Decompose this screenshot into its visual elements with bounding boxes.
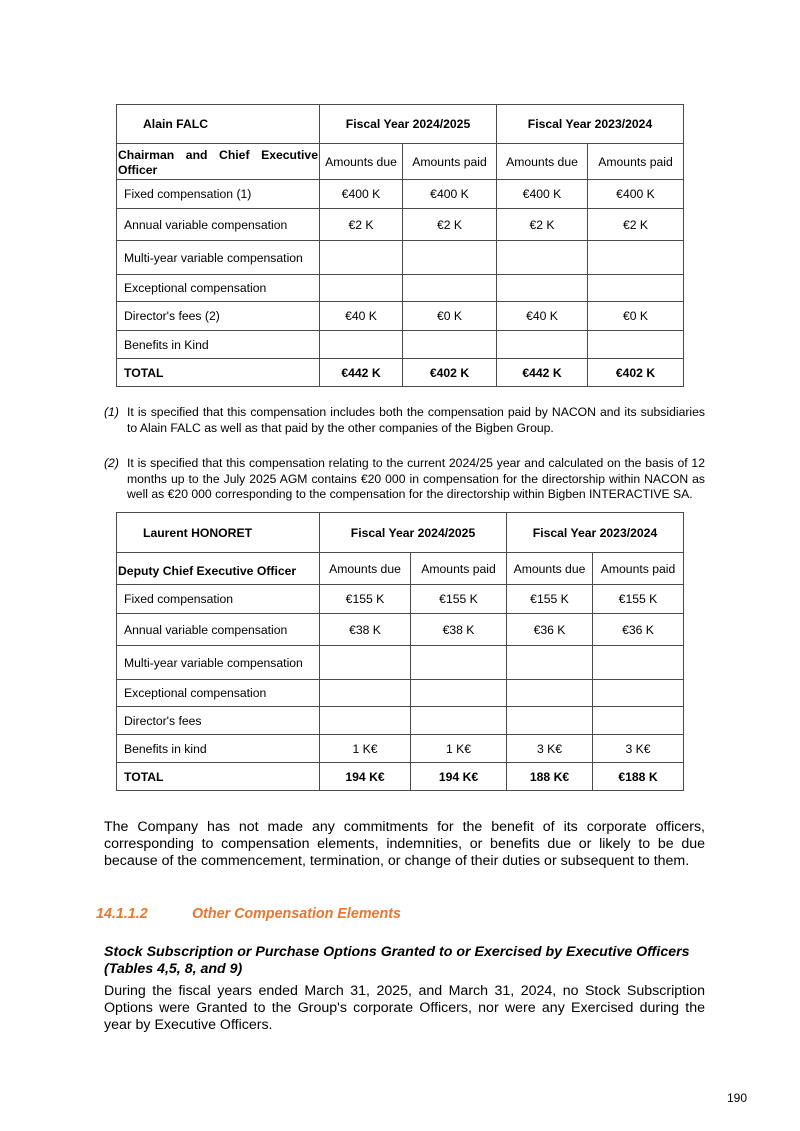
subheading: Stock Subscription or Purchase Options Granted to or Exercised by Executive Officers (Tables 4,5, 8, and 9)	[104, 944, 690, 977]
cell-value: 3 K€	[593, 735, 684, 763]
footnote	[104, 405, 705, 436]
row-label: Annual variable compensation	[117, 209, 320, 241]
cell-value: €155 K	[593, 585, 684, 614]
row-label: Exceptional compensation	[117, 680, 320, 707]
cell-value: €155 K	[411, 585, 507, 614]
section-number: 14.1.1.2	[96, 906, 148, 922]
table-row	[117, 180, 684, 209]
cell-value: 194 K€	[411, 763, 507, 791]
column-subheader: Amounts paid	[588, 144, 684, 180]
column-subheader: Amounts paid	[593, 553, 684, 585]
cell-value: €38 K	[320, 614, 411, 646]
cell-value: €36 K	[507, 614, 593, 646]
row-label: Benefits in Kind	[117, 331, 320, 359]
fiscal-year-header: Fiscal Year 2024/2025	[320, 105, 497, 144]
column-subheader: Amounts due	[320, 553, 411, 585]
executive-name: Laurent HONORET	[117, 513, 320, 553]
cell-value	[593, 707, 684, 735]
cell-value: €400 K	[497, 180, 588, 209]
table-row	[117, 735, 684, 763]
table-row	[117, 680, 684, 707]
cell-value: €442 K	[497, 359, 588, 387]
cell-value	[593, 646, 684, 680]
fiscal-year-header: Fiscal Year 2023/2024	[497, 105, 684, 144]
cell-value: €2 K	[497, 209, 588, 241]
commitments-paragraph: The Company has not made any commitments for the benefit of its corporate officers, corresponding to compensation elements, indemnities, or benefits due or likely to be due because of the commencement, termination, or change of their duties or subsequent to them.	[104, 819, 705, 869]
options-paragraph: During the fiscal years ended March 31, 2025, and March 31, 2024, no Stock Subscription Options were Granted to the Group's corporate Officers, nor were any Exercised during the year by Executive Officers.	[104, 983, 705, 1033]
cell-value: 1 K€	[320, 735, 411, 763]
table-row	[117, 331, 684, 359]
cell-value	[320, 680, 411, 707]
footnote-marker: (2)	[104, 456, 119, 470]
cell-value	[588, 331, 684, 359]
cell-value	[411, 707, 507, 735]
cell-value	[497, 275, 588, 302]
cell-value	[320, 646, 411, 680]
cell-value: €36 K	[593, 614, 684, 646]
footnote-text: It is specified that this compensation includes both the compensation paid by NACON and its subsidiaries to Alain FALC as well as that paid by the other companies of the Bigben Group.	[127, 405, 705, 435]
cell-value: €40 K	[320, 302, 403, 331]
cell-value	[507, 646, 593, 680]
table-row	[117, 585, 684, 614]
cell-value	[497, 241, 588, 275]
row-label: TOTAL	[117, 359, 320, 387]
cell-value: €402 K	[403, 359, 497, 387]
table-row	[117, 646, 684, 680]
row-label: Multi-year variable compensation	[117, 241, 320, 275]
cell-value	[320, 241, 403, 275]
table-row	[117, 707, 684, 735]
row-label: Director's fees	[117, 707, 320, 735]
table-row	[117, 241, 684, 275]
cell-value: 3 K€	[507, 735, 593, 763]
cell-value: 1 K€	[411, 735, 507, 763]
section-title: Other Compensation Elements	[192, 906, 401, 922]
cell-value: €0 K	[588, 302, 684, 331]
table-row	[117, 302, 684, 331]
cell-value: €40 K	[497, 302, 588, 331]
fiscal-year-header: Fiscal Year 2023/2024	[507, 513, 684, 553]
column-subheader: Amounts due	[507, 553, 593, 585]
cell-value: €155 K	[320, 585, 411, 614]
row-label: Director's fees (2)	[117, 302, 320, 331]
cell-value	[588, 241, 684, 275]
row-label: Benefits in kind	[117, 735, 320, 763]
table-row	[117, 275, 684, 302]
cell-value: 188 K€	[507, 763, 593, 791]
page-number: 190	[726, 1091, 747, 1105]
total-row	[117, 763, 684, 791]
cell-value: €400 K	[403, 180, 497, 209]
column-subheader: Amounts paid	[403, 144, 497, 180]
cell-value	[403, 331, 497, 359]
column-subheader: Amounts paid	[411, 553, 507, 585]
footnote-marker: (1)	[104, 405, 119, 419]
cell-value	[320, 275, 403, 302]
cell-value: €402 K	[588, 359, 684, 387]
compensation-table-alain-falc	[116, 104, 684, 387]
footnote-text: It is specified that this compensation relating to the current 2024/25 year and calculated on the basis of 12 months up to the July 2025 AGM contains €20 000 in compensation for the directorship within NACON as well as €20 000 corresponding to the compensation for the directorship within Bigben INTERACTIVE SA.	[127, 456, 705, 501]
cell-value: €155 K	[507, 585, 593, 614]
row-label: Multi-year variable compensation	[117, 646, 320, 680]
cell-value	[403, 241, 497, 275]
row-label: Fixed compensation (1)	[117, 180, 320, 209]
total-row	[117, 359, 684, 387]
executive-role: Deputy Chief Executive Officer	[117, 553, 320, 585]
table-row	[117, 209, 684, 241]
cell-value	[320, 707, 411, 735]
compensation-table-laurent-honoret	[116, 512, 684, 791]
table-row	[117, 614, 684, 646]
cell-value: €442 K	[320, 359, 403, 387]
cell-value: €2 K	[320, 209, 403, 241]
cell-value	[593, 680, 684, 707]
executive-name: Alain FALC	[117, 105, 320, 144]
section-heading	[96, 906, 401, 922]
cell-value	[403, 275, 497, 302]
fiscal-year-header: Fiscal Year 2024/2025	[320, 513, 507, 553]
row-label: Annual variable compensation	[117, 614, 320, 646]
row-label: TOTAL	[117, 763, 320, 791]
row-label: Fixed compensation	[117, 585, 320, 614]
cell-value: €188 K	[593, 763, 684, 791]
cell-value: 194 K€	[320, 763, 411, 791]
cell-value: €38 K	[411, 614, 507, 646]
cell-value	[320, 331, 403, 359]
cell-value	[411, 680, 507, 707]
cell-value: €400 K	[320, 180, 403, 209]
cell-value: €2 K	[588, 209, 684, 241]
cell-value: €0 K	[403, 302, 497, 331]
cell-value	[588, 275, 684, 302]
column-subheader: Amounts due	[320, 144, 403, 180]
cell-value	[507, 680, 593, 707]
cell-value	[411, 646, 507, 680]
column-subheader: Amounts due	[497, 144, 588, 180]
row-label: Exceptional compensation	[117, 275, 320, 302]
cell-value: €400 K	[588, 180, 684, 209]
cell-value: €2 K	[403, 209, 497, 241]
cell-value	[497, 331, 588, 359]
executive-role: Chairman and Chief Executive Officer	[117, 144, 320, 180]
footnote	[104, 456, 705, 503]
cell-value	[507, 707, 593, 735]
